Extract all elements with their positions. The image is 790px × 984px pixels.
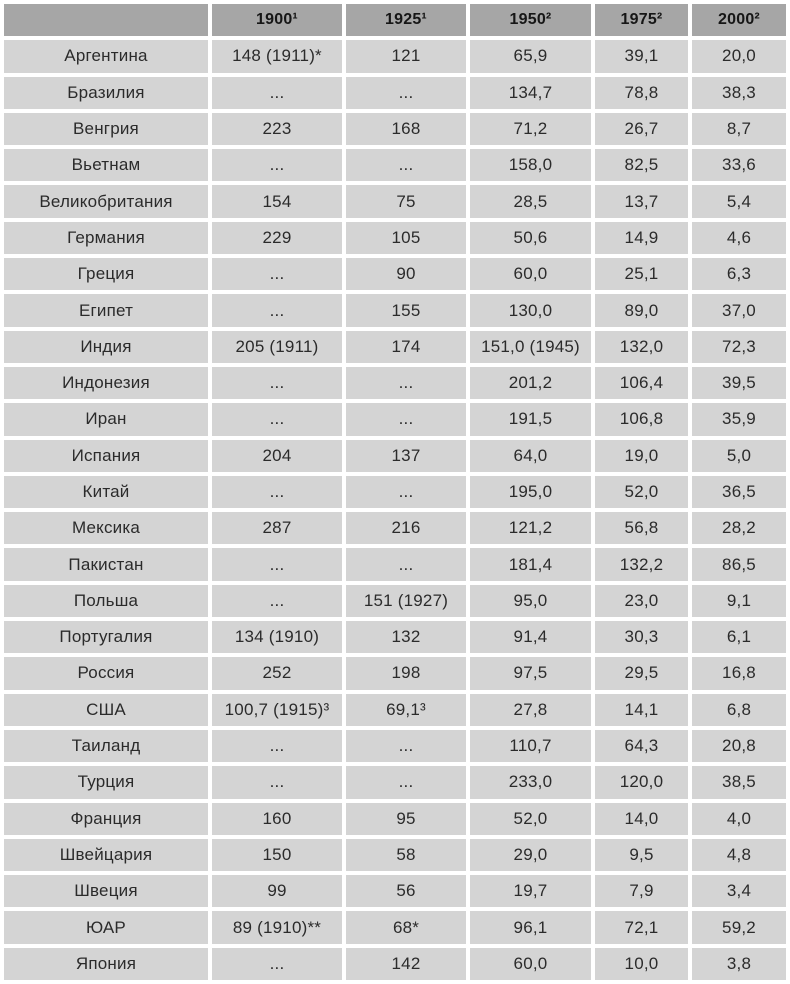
value-cell: 100,7 (1915)³: [212, 694, 342, 726]
table-row: [4, 403, 786, 435]
value-cell: 68*: [346, 911, 466, 943]
value-cell: 154: [212, 185, 342, 217]
value-cell: 216: [346, 512, 466, 544]
value-cell: 151 (1927): [346, 585, 466, 617]
value-cell: ...: [212, 294, 342, 326]
value-cell: ...: [212, 476, 342, 508]
country-cell: Турция: [4, 766, 208, 798]
value-cell: 75: [346, 185, 466, 217]
value-cell: ...: [346, 149, 466, 181]
value-cell: 14,9: [595, 222, 688, 254]
country-cell: Пакистан: [4, 548, 208, 580]
value-cell: 151,0 (1945): [470, 331, 591, 363]
table-row: [4, 77, 786, 109]
value-cell: 148 (1911)*: [212, 40, 342, 72]
value-cell: 52,0: [595, 476, 688, 508]
value-cell: 82,5: [595, 149, 688, 181]
value-cell: 30,3: [595, 621, 688, 653]
country-cell: Германия: [4, 222, 208, 254]
value-cell: 35,9: [692, 403, 786, 435]
country-cell: США: [4, 694, 208, 726]
value-cell: 52,0: [470, 803, 591, 835]
year-column-header-1975: 1975²: [595, 4, 688, 36]
value-cell: 19,7: [470, 875, 591, 907]
value-cell: 105: [346, 222, 466, 254]
table-row: [4, 839, 786, 871]
value-cell: 6,8: [692, 694, 786, 726]
value-cell: 198: [346, 657, 466, 689]
value-cell: ...: [212, 948, 342, 980]
value-cell: 120,0: [595, 766, 688, 798]
table-row: [4, 258, 786, 290]
value-cell: 137: [346, 440, 466, 472]
value-cell: 132,2: [595, 548, 688, 580]
value-cell: ...: [212, 766, 342, 798]
value-cell: 9,1: [692, 585, 786, 617]
table-row: [4, 113, 786, 145]
value-cell: 97,5: [470, 657, 591, 689]
value-cell: 90: [346, 258, 466, 290]
value-cell: 6,1: [692, 621, 786, 653]
value-cell: 121: [346, 40, 466, 72]
value-cell: 72,1: [595, 911, 688, 943]
value-cell: ...: [212, 730, 342, 762]
value-cell: 106,8: [595, 403, 688, 435]
value-cell: 10,0: [595, 948, 688, 980]
value-cell: ...: [346, 367, 466, 399]
table-row: [4, 803, 786, 835]
value-cell: 191,5: [470, 403, 591, 435]
country-cell: Бразилия: [4, 77, 208, 109]
country-cell: Китай: [4, 476, 208, 508]
table-row: [4, 367, 786, 399]
country-cell: Франция: [4, 803, 208, 835]
value-cell: 106,4: [595, 367, 688, 399]
table-row: [4, 766, 786, 798]
value-cell: 5,0: [692, 440, 786, 472]
value-cell: 205 (1911): [212, 331, 342, 363]
table-row: [4, 40, 786, 72]
value-cell: 60,0: [470, 258, 591, 290]
value-cell: ...: [346, 548, 466, 580]
country-cell: Иран: [4, 403, 208, 435]
value-cell: ...: [212, 258, 342, 290]
value-cell: ...: [346, 766, 466, 798]
value-cell: 19,0: [595, 440, 688, 472]
country-cell: Россия: [4, 657, 208, 689]
value-cell: 29,0: [470, 839, 591, 871]
value-cell: ...: [212, 77, 342, 109]
value-cell: ...: [346, 476, 466, 508]
table-row: [4, 585, 786, 617]
value-cell: 29,5: [595, 657, 688, 689]
value-cell: 150: [212, 839, 342, 871]
value-cell: 4,8: [692, 839, 786, 871]
table-row: [4, 911, 786, 943]
value-cell: 20,8: [692, 730, 786, 762]
value-cell: 223: [212, 113, 342, 145]
value-cell: 59,2: [692, 911, 786, 943]
value-cell: ...: [346, 730, 466, 762]
table-row: [4, 875, 786, 907]
value-cell: 89,0: [595, 294, 688, 326]
country-cell: Венгрия: [4, 113, 208, 145]
value-cell: 39,1: [595, 40, 688, 72]
value-cell: 20,0: [692, 40, 786, 72]
value-cell: ...: [212, 403, 342, 435]
country-cell: Португалия: [4, 621, 208, 653]
value-cell: ...: [346, 403, 466, 435]
value-cell: 27,8: [470, 694, 591, 726]
table-row: [4, 476, 786, 508]
value-cell: 99: [212, 875, 342, 907]
value-cell: 38,5: [692, 766, 786, 798]
country-cell: Вьетнам: [4, 149, 208, 181]
country-cell: Египет: [4, 294, 208, 326]
table-row: [4, 657, 786, 689]
value-cell: 132,0: [595, 331, 688, 363]
value-cell: 33,6: [692, 149, 786, 181]
value-cell: ...: [212, 149, 342, 181]
value-cell: 181,4: [470, 548, 591, 580]
table-row: [4, 548, 786, 580]
value-cell: 158,0: [470, 149, 591, 181]
value-cell: 96,1: [470, 911, 591, 943]
country-cell: ЮАР: [4, 911, 208, 943]
value-cell: 7,9: [595, 875, 688, 907]
table-row: [4, 948, 786, 980]
value-cell: 56,8: [595, 512, 688, 544]
value-cell: 72,3: [692, 331, 786, 363]
value-cell: 9,5: [595, 839, 688, 871]
value-cell: ...: [212, 367, 342, 399]
year-column-header-1925: 1925¹: [346, 4, 466, 36]
table-row: [4, 621, 786, 653]
value-cell: 28,5: [470, 185, 591, 217]
value-cell: 89 (1910)**: [212, 911, 342, 943]
country-cell: Таиланд: [4, 730, 208, 762]
value-cell: 56: [346, 875, 466, 907]
value-cell: 14,1: [595, 694, 688, 726]
country-cell: Индия: [4, 331, 208, 363]
value-cell: 287: [212, 512, 342, 544]
value-cell: 58: [346, 839, 466, 871]
value-cell: 201,2: [470, 367, 591, 399]
value-cell: 155: [346, 294, 466, 326]
value-cell: 8,7: [692, 113, 786, 145]
year-column-header-1900: 1900¹: [212, 4, 342, 36]
value-cell: 233,0: [470, 766, 591, 798]
country-cell: Польша: [4, 585, 208, 617]
value-cell: 95,0: [470, 585, 591, 617]
table-row: [4, 222, 786, 254]
table-row: [4, 694, 786, 726]
value-cell: 4,6: [692, 222, 786, 254]
value-cell: ...: [346, 77, 466, 109]
value-cell: 64,3: [595, 730, 688, 762]
value-cell: 130,0: [470, 294, 591, 326]
country-cell: Греция: [4, 258, 208, 290]
country-cell: Индонезия: [4, 367, 208, 399]
value-cell: 134,7: [470, 77, 591, 109]
value-cell: 121,2: [470, 512, 591, 544]
value-cell: 50,6: [470, 222, 591, 254]
table-row: [4, 149, 786, 181]
value-cell: 91,4: [470, 621, 591, 653]
value-cell: 65,9: [470, 40, 591, 72]
year-column-header-1950: 1950²: [470, 4, 591, 36]
value-cell: 95: [346, 803, 466, 835]
value-cell: 252: [212, 657, 342, 689]
value-cell: 37,0: [692, 294, 786, 326]
table-row: [4, 440, 786, 472]
value-cell: 174: [346, 331, 466, 363]
value-cell: 13,7: [595, 185, 688, 217]
value-cell: 204: [212, 440, 342, 472]
header-row: [4, 4, 786, 36]
value-cell: 26,7: [595, 113, 688, 145]
table-row: [4, 185, 786, 217]
country-cell: Мексика: [4, 512, 208, 544]
year-column-header-2000: 2000²: [692, 4, 786, 36]
table-body: [4, 40, 786, 980]
value-cell: 39,5: [692, 367, 786, 399]
value-cell: 71,2: [470, 113, 591, 145]
table-row: [4, 730, 786, 762]
value-cell: 28,2: [692, 512, 786, 544]
value-cell: ...: [212, 548, 342, 580]
value-cell: 195,0: [470, 476, 591, 508]
country-cell: Великобритания: [4, 185, 208, 217]
value-cell: 78,8: [595, 77, 688, 109]
value-cell: 25,1: [595, 258, 688, 290]
value-cell: 3,8: [692, 948, 786, 980]
value-cell: 23,0: [595, 585, 688, 617]
country-cell: Аргентина: [4, 40, 208, 72]
value-cell: 36,5: [692, 476, 786, 508]
value-cell: 14,0: [595, 803, 688, 835]
country-cell: Швеция: [4, 875, 208, 907]
value-cell: 69,1³: [346, 694, 466, 726]
value-cell: 64,0: [470, 440, 591, 472]
value-cell: 16,8: [692, 657, 786, 689]
country-cell: Япония: [4, 948, 208, 980]
table-row: [4, 294, 786, 326]
value-cell: 3,4: [692, 875, 786, 907]
value-cell: 86,5: [692, 548, 786, 580]
country-cell: Швейцария: [4, 839, 208, 871]
value-cell: 229: [212, 222, 342, 254]
value-cell: 134 (1910): [212, 621, 342, 653]
value-cell: ...: [212, 585, 342, 617]
corner-header-cell: [4, 4, 208, 36]
value-cell: 60,0: [470, 948, 591, 980]
value-cell: 160: [212, 803, 342, 835]
value-cell: 168: [346, 113, 466, 145]
value-cell: 5,4: [692, 185, 786, 217]
table-row: [4, 331, 786, 363]
value-cell: 110,7: [470, 730, 591, 762]
value-cell: 38,3: [692, 77, 786, 109]
table-row: [4, 512, 786, 544]
value-cell: 132: [346, 621, 466, 653]
value-cell: 4,0: [692, 803, 786, 835]
value-cell: 142: [346, 948, 466, 980]
value-cell: 6,3: [692, 258, 786, 290]
country-cell: Испания: [4, 440, 208, 472]
